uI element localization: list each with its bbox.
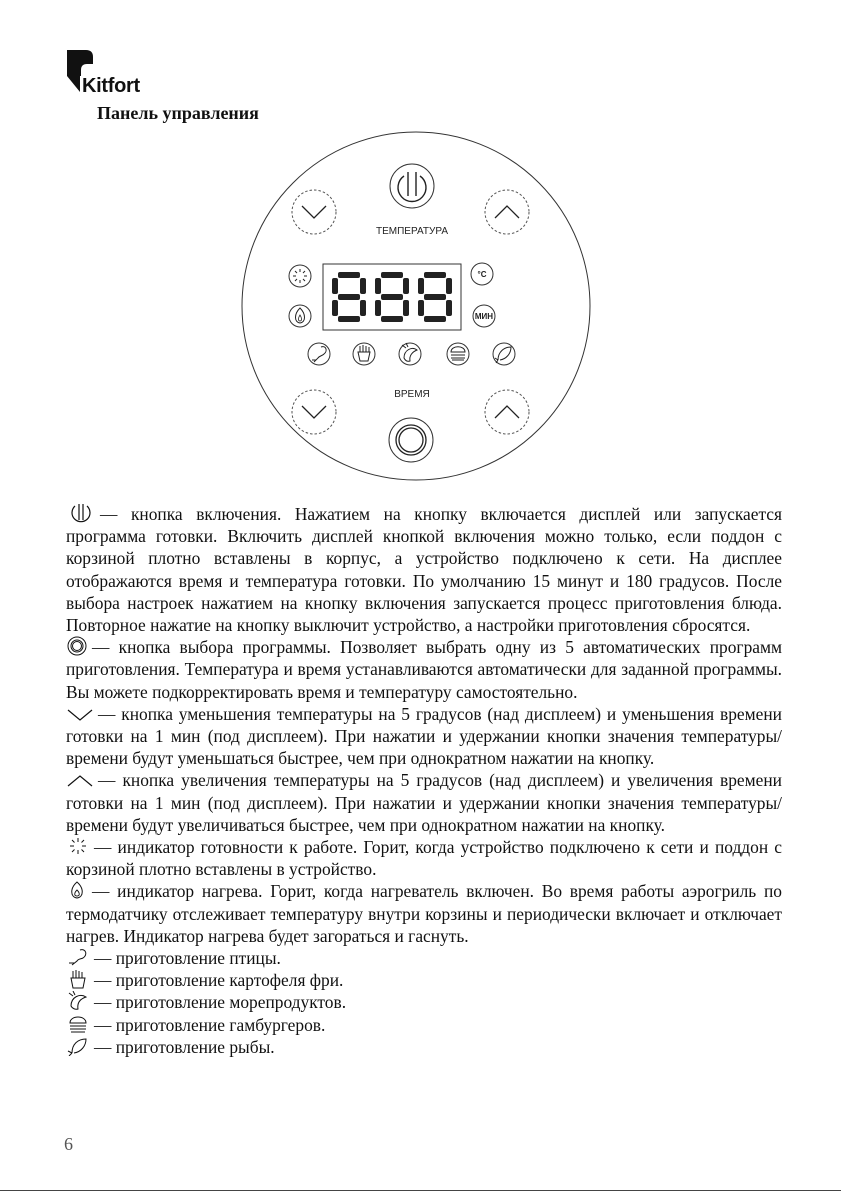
seafood-program-icon	[399, 343, 421, 365]
description-text: — приготовление птицы.	[94, 948, 281, 969]
display-segment	[332, 300, 338, 316]
description-item	[66, 1014, 782, 1036]
time-down-button[interactable]	[292, 390, 336, 434]
minutes-indicator	[473, 305, 495, 327]
display-segment	[375, 278, 381, 294]
display-segment	[381, 316, 403, 322]
description-text: — индикатор нагрева. Горит, когда нагреватель включен. Во время работы аэрогриль по термодатчику отслеживает температуру внутри корзины и периодически включает и отключает нагрев. Индикатор нагрева будет загораться и гаснуть.	[66, 881, 782, 946]
description-item	[66, 991, 782, 1013]
chevron-down-icon	[66, 707, 94, 723]
display-segment	[403, 300, 409, 316]
display-digit	[332, 272, 366, 322]
power-icon	[66, 503, 96, 523]
display-digit	[375, 272, 409, 322]
description-text: — кнопка включения. Нажатием на кнопку включается дисплей или запускается программа готовки. Включить дисплей кнопкой включения можно только, если поддон с корзиной плотно вставлены в корпус, а устройство подключено к сети. На дисплее отображаются время и температура готовки. По умолчанию 15 минут и 180 градусов. После выбора настроек нажатием на кнопку включения запускается процесс приготовления блюда. Повторное нажатие на кнопку выключит устройство, а настройки приготовления сбросятся.	[66, 504, 782, 636]
celsius-indicator	[471, 263, 493, 285]
bottom-divider	[0, 1190, 841, 1191]
display-segment	[338, 316, 360, 322]
description-item	[66, 836, 782, 880]
poultry-icon	[66, 947, 90, 967]
fries-program-icon	[353, 343, 375, 365]
display-segment	[424, 294, 446, 300]
description-text: — приготовление картофеля фри.	[94, 970, 344, 991]
description-text: — приготовление рыбы.	[94, 1036, 275, 1057]
display-segment	[403, 278, 409, 294]
description-item	[66, 636, 782, 703]
description-text: — кнопка увеличения температуры на 5 градусов (над дисплеем) и увеличения времени готовки на 1 мин (под дисплеем). При нажатии и удержании кнопки значения температуры/времени будут увеличиваться быстрее, чем при однократном нажатии на кнопку.	[66, 770, 782, 835]
fish-program-icon	[493, 343, 515, 365]
display-segment	[418, 300, 424, 316]
ready-indicator-icon	[289, 265, 311, 287]
description-item	[66, 1036, 782, 1058]
display-segment	[446, 278, 452, 294]
program-select-button[interactable]	[389, 418, 433, 462]
description-item	[66, 503, 782, 636]
display-segment	[424, 316, 446, 322]
fish-icon	[66, 1036, 90, 1056]
description-text: — приготовление гамбургеров.	[94, 1014, 326, 1035]
ready-indicator-icon	[66, 836, 90, 856]
time-label: ВРЕМЯ	[394, 389, 430, 400]
description-item	[66, 947, 782, 969]
section-title: Панель управления	[97, 103, 259, 123]
program-select-icon	[66, 636, 88, 656]
celsius-label: °C	[477, 270, 487, 279]
display-segment	[338, 272, 360, 278]
display-segment	[375, 300, 381, 316]
display-segment	[424, 272, 446, 278]
temperature-label: ТЕМПЕРАТУРА	[376, 226, 448, 237]
segment-display	[323, 264, 461, 330]
temperature-up-button[interactable]	[485, 190, 529, 234]
description-text: — кнопка выбора программы. Позволяет выбрать одну из 5 автоматических программ приготовления. Температура и время устанавливаются автоматически для заданной программы. Вы можете подкорректировать время и температуру самостоятельно.	[66, 637, 782, 702]
power-button[interactable]	[390, 164, 434, 208]
chevron-up-icon	[66, 773, 94, 789]
seafood-icon	[66, 991, 90, 1011]
time-up-button[interactable]	[485, 390, 529, 434]
display-segment	[360, 278, 366, 294]
temperature-down-button[interactable]	[292, 190, 336, 234]
descriptions	[66, 503, 782, 1058]
heating-indicator-icon	[289, 305, 311, 327]
page-number: 6	[64, 1134, 73, 1154]
display-segment	[332, 278, 338, 294]
display-segment	[381, 272, 403, 278]
description-item	[66, 703, 782, 770]
description-text: — кнопка уменьшения температуры на 5 градусов (над дисплеем) и уменьшения времени готовки на 1 мин (под дисплеем). При нажатии и удержании кнопки значения температуры/времени будут уменьшаться быстрее, чем при однократном нажатии на кнопку.	[66, 703, 782, 769]
poultry-program-icon	[308, 343, 330, 365]
description-text: — приготовление морепродуктов.	[94, 992, 347, 1013]
description-item	[66, 769, 782, 836]
display-segment	[446, 300, 452, 316]
display-segment	[381, 294, 403, 300]
display-segment	[418, 278, 424, 294]
burger-icon	[66, 1014, 90, 1034]
display-segment	[360, 300, 366, 316]
display-digit	[418, 272, 452, 322]
minutes-label: МИН	[474, 312, 494, 321]
fries-icon	[66, 969, 90, 989]
display-segment	[338, 294, 360, 300]
heating-flame-icon	[66, 880, 88, 900]
brand-name: Kitfort	[82, 75, 140, 97]
description-item	[66, 880, 782, 947]
description-item	[66, 969, 782, 991]
control-panel-diagram	[236, 126, 596, 486]
burger-program-icon	[447, 343, 469, 365]
description-text: — индикатор готовности к работе. Горит, когда устройство подключено к сети и поддон с корзиной плотно вставлены в устройство.	[66, 837, 782, 880]
